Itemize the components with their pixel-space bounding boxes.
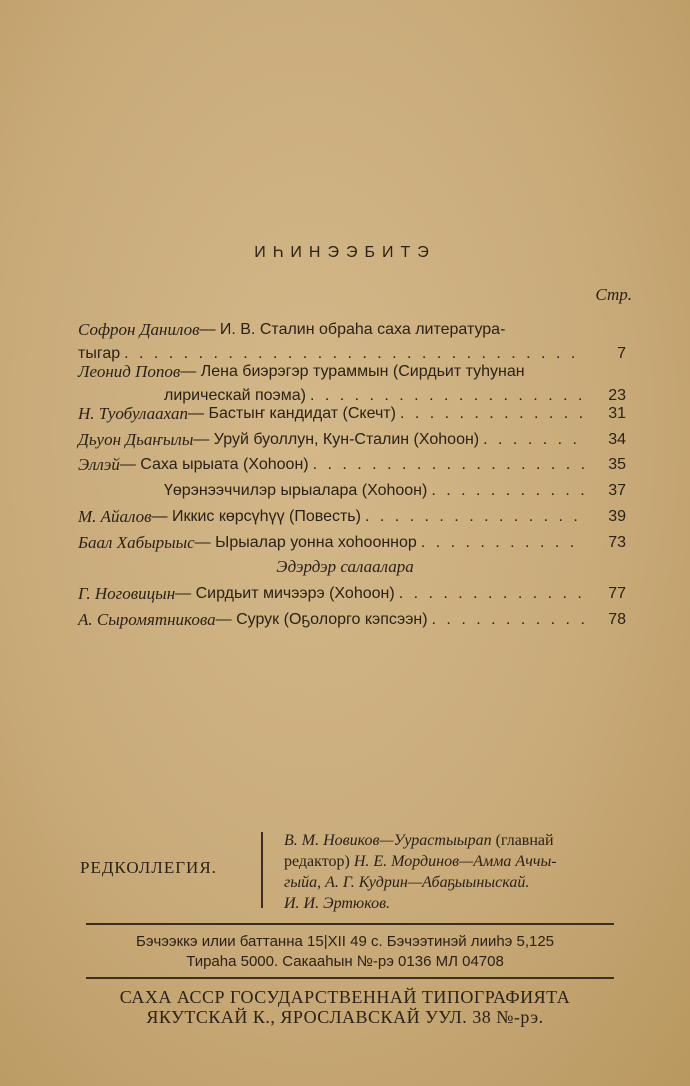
editorial-board-members: В. М. Новиков—Уурастыырап (главнай редактор) Н. Е. Мординов—Амма Аччы- гыйа, А. Г. Кудрин—Абаҕыыныскай. И. И. Эртюков. [284,832,557,912]
toc-entry [78,582,626,606]
entry-title-line: — Сирдьит мичээрэ (Хоһоон) [175,585,395,602]
toc-entry [78,531,626,555]
entry-page-number: 39 [608,508,626,525]
entry-page-number: 31 [608,405,626,422]
toc-entry [78,479,626,503]
divider [86,977,614,979]
entry-page-number: 34 [608,431,626,448]
page-column-label: Стр. [595,285,632,304]
divider [261,832,263,908]
entry-title-line: — Уруй буоллун, Кун-Сталин (Хоһоон) [193,431,480,448]
entry-page-number: 35 [608,456,626,473]
toc-entry [78,318,626,366]
entry-title-line: — Бастыҥ кандидат (Скечт) [188,405,396,422]
entry-title-line: — Саха ырыата (Хоһоон) [119,456,309,473]
entry-page-number: 23 [608,387,626,404]
entry-author: Леонид Попов [78,362,181,381]
entry-author: Г. Ноговицын [78,584,176,603]
entry-author: Н. Туобулаахап [78,404,189,423]
entry-title-line: лирическай поэма) [164,387,306,404]
entry-page-number: 73 [608,534,626,551]
entry-page-number: 37 [608,482,626,499]
printer-line: САХА АССР ГОСУДАРСТВЕННАЙ ТИПОГРАФИЯТА [119,987,571,1007]
entry-author: Эллэй [78,455,120,474]
toc-entry [78,608,626,632]
entry-title-line: — Сурук (Оҕолорго кэпсээн) [215,611,428,628]
toc-entry [78,428,626,452]
entry-title-line: — Ырыалар уонна хоһооннор [194,534,417,551]
entry-title-line: — И. В. Сталин обраһа саха литература- [199,321,506,338]
entry-title-line: — Лена биэрэгэр тураммын (Сирдьит туһунан [180,363,525,380]
imprint-line: Тираһа 5000. Сакааһын №-рэ 0136 МЛ 04708 [186,953,504,970]
toc-entry [78,505,626,529]
entry-title-line: Үөрэнээччилэр ырыалара (Хоһоон) [164,482,428,499]
entry-page-number: 78 [608,611,626,628]
entry-author: Софрон Данилов [78,320,200,339]
toc-entry [78,453,626,477]
toc-entry [78,402,626,426]
entry-page-number: 7 [617,345,626,362]
entry-page-number: 77 [608,585,626,602]
entry-author: Дьуон Дьаҥылы [78,430,194,449]
toc-title: ИҺИНЭЭБИТЭ [254,244,436,261]
entry-title-line: — Иккис көрсүһүү (Повесть) [151,508,361,525]
printer-line: ЯКУТСКАЙ К., ЯРОСЛАВСКАЙ УУЛ. 38 №-рэ. [146,1007,544,1027]
entry-title-line: тыгар [78,345,121,362]
editorial-board-label: РЕДКОЛЛЕГИЯ. [80,858,217,877]
toc-entry [78,360,626,408]
imprint-line: Бэчээккэ илии баттанна 15|XII 49 с. Бэчээтинэй лииһэ 5,125 [135,933,555,950]
section-subheading: Эдэрдэр салаалара [276,557,414,576]
divider [86,923,614,925]
entry-author: Баал Хабырыыс [78,533,195,552]
entry-author: А. Сыромятникова [78,610,216,629]
entry-author: М. Айалов [78,507,152,526]
